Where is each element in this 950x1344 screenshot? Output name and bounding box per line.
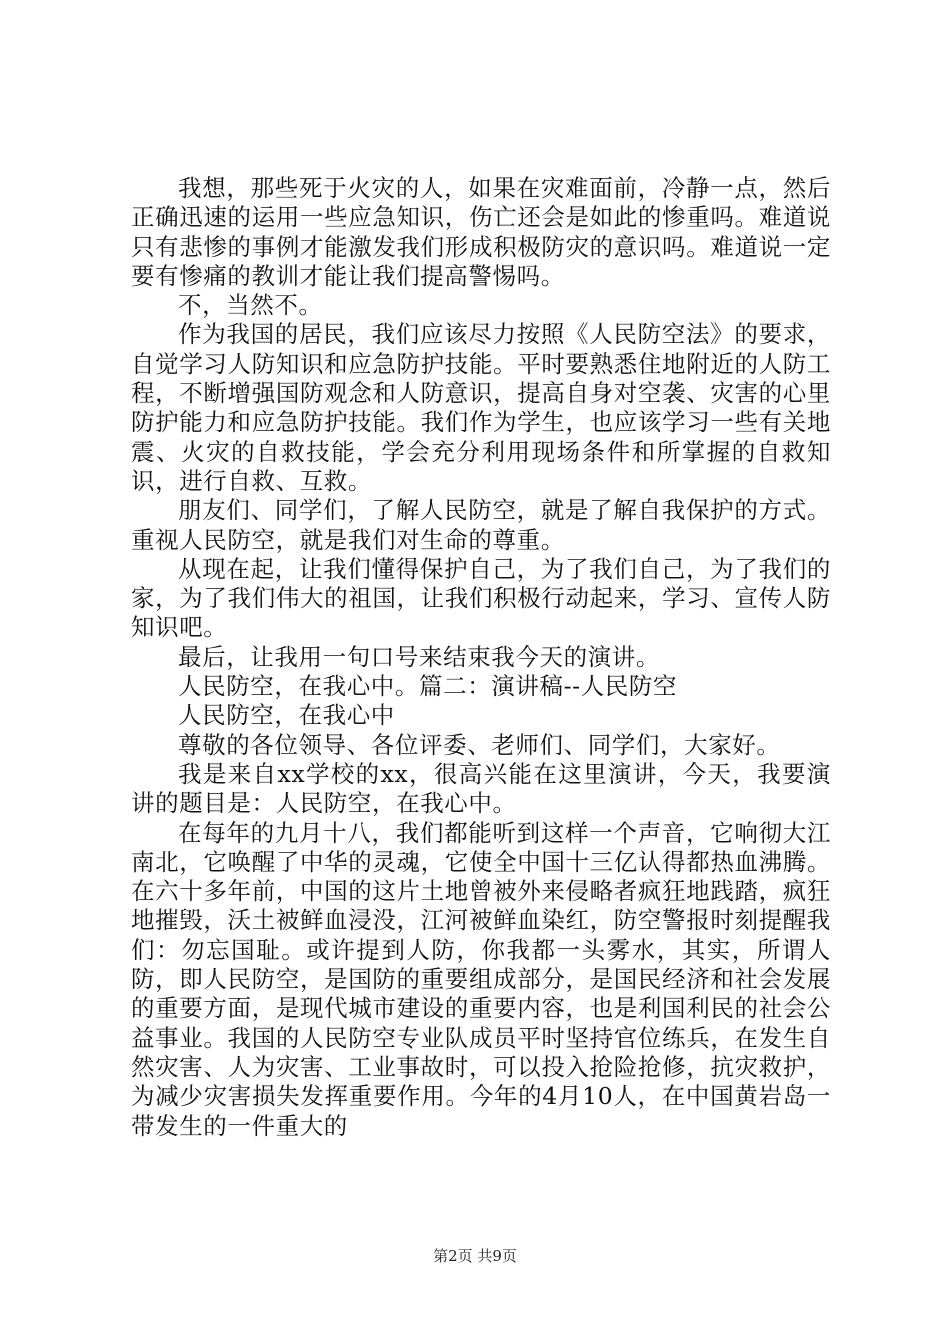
greeting: 尊敬的各位领导、各位评委、老师们、同学们，大家好。 xyxy=(178,730,781,759)
paragraph-10: 我是来自xx学校的xx，很高兴能在这里演讲，今天，我要演讲的题目是：人民防空，在我心中。 xyxy=(131,759,831,818)
paragraph-1: 我想，那些死于火灾的人，如果在灾难面前，冷静一点，然后正确迅速的运用一些应急知识，伤亡还会是如此的惨重吗。难道说只有悲惨的事例才能激发我们形成积极防灾的意识吗。难道说一定要有惨痛的教训才能让我们提高警惕吗。 xyxy=(131,174,831,290)
page-number-footer: 第2页 共9页 xyxy=(433,1247,517,1265)
paragraph-6: 最后，让我用一句口号来结束我今天的演讲。 xyxy=(178,642,660,671)
paragraph-4: 朋友们、同学们，了解人民防空，就是了解自我保护的方式。重视人民防空，就是我们对生命的尊重。 xyxy=(131,496,831,554)
paragraph-3: 作为我国的居民，我们应该尽力按照《人民防空法》的要求，自觉学习人防知识和应急防护技能。平时要熟悉住地附近的人防工程，不断增强国防观念和人防意识，提高自身对空袭、灾害的心里防护能力和应急防护技能。我们作为学生，也应该学习一些有关地震、火灾的自救技能，学会充分利用现场条件和所掌握的自救知识，进行自救、互救。 xyxy=(131,320,831,495)
paragraph-7: 人民防空，在我心中。篇二：演讲稿--人民防空 xyxy=(178,672,678,701)
paragraph-2: 不，当然不。 xyxy=(178,291,323,320)
paragraph-5: 从现在起，让我们懂得保护自己，为了我们自己，为了我们的家，为了我们伟大的祖国，让我们积极行动起来，学习、宣传人防知识吧。 xyxy=(131,554,831,642)
document-body xyxy=(131,174,831,1141)
paragraph-11: 在每年的九月十八，我们都能听到这样一个声音，它响彻大江南北，它唤醒了中华的灵魂，它使全中国十三亿认得都热血沸腾。在六十多年前，中国的这片土地曾被外来侵略者疯狂地践踏，疯狂地摧毁，沃土被鲜血浸没，江河被鲜血染红，防空警报时刻提醒我们：勿忘国耻。或许提到人防，你我都一头雾水，其实，所谓人防，即人民防空，是国防的重要组成部分，是国民经济和社会发展的重要方面，是现代城市建设的重要内容，也是利国利民的社会公益事业。我国的人民防空专业队成员平时坚持官位练兵，在发生自然灾害、人为灾害、工业事故时，可以投入抢险抢修，抗灾救护，为减少灾害损失发挥重要作用。今年的4月10人，在中国黄岩岛一带发生的一件重大的 xyxy=(131,818,831,1140)
speech-title: 人民防空，在我心中 xyxy=(178,701,395,730)
